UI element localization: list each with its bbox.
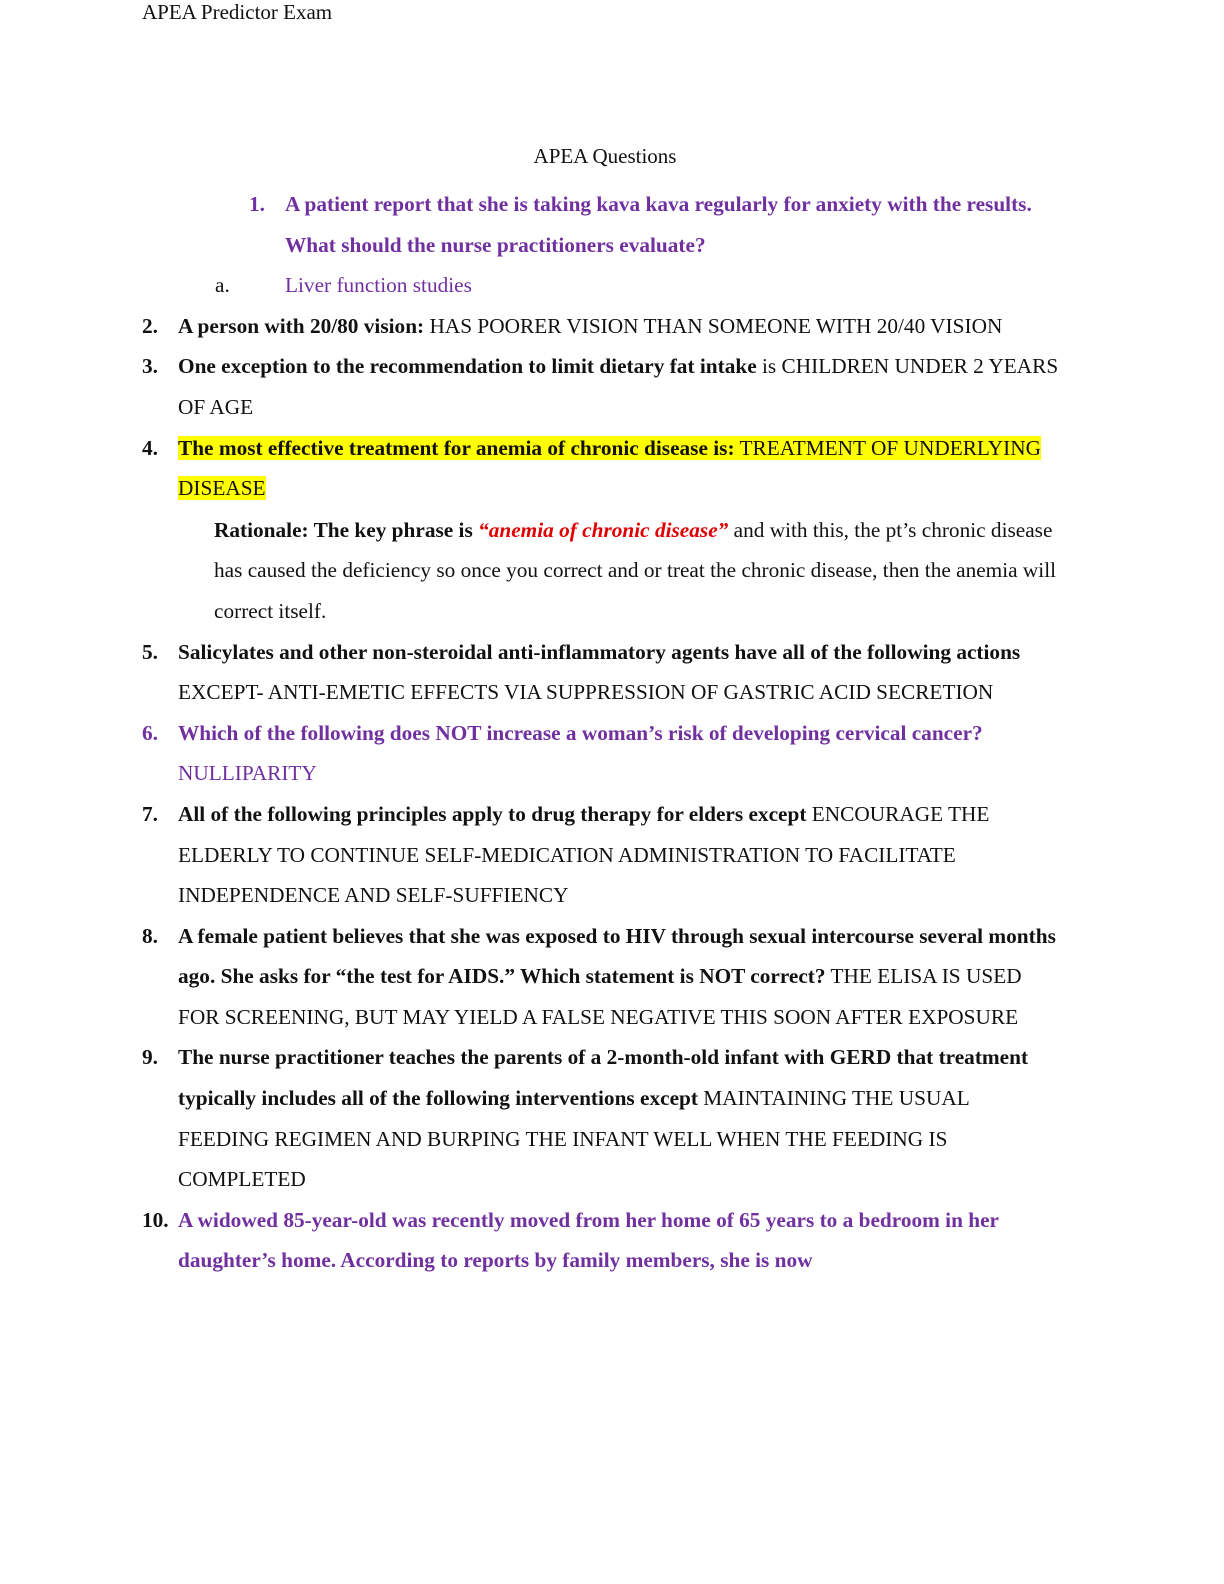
rationale — [142, 510, 1062, 632]
answer-text: MAINTAINING THE USUAL FEEDING REGIMEN AND BURPING THE INFANT WELL WHEN THE FEEDING IS COMPLETED — [178, 1086, 969, 1192]
rationale-label: Rationale: The key phrase is — [214, 517, 479, 542]
question-1-option-a — [142, 265, 1062, 306]
question-text: A person with 20/80 vision: — [178, 313, 425, 338]
answer-text: NULLIPARITY — [178, 761, 317, 786]
option-text: Liver function studies — [285, 273, 472, 298]
answer-text: HAS POORER VISION THAN SOMEONE WITH 20/40 VISION — [424, 313, 1003, 338]
question-5 — [142, 632, 1062, 713]
question-4 — [142, 428, 1062, 632]
question-number: 10. — [142, 1207, 169, 1232]
question-list — [142, 184, 1062, 1281]
answer-text: ENCOURAGE THE ELDERLY TO CONTINUE SELF-MEDICATION ADMINISTRATION TO FACILITATE INDEPENDENCE AND SELF-SUFFIENCY — [178, 801, 990, 908]
page-title: APEA Questions — [533, 144, 677, 168]
question-number: 7. — [142, 801, 158, 826]
question-text: One exception to the recommendation to limit dietary fat intake — [178, 354, 757, 379]
option-letter: a. — [215, 273, 230, 298]
question-number: 3. — [142, 354, 158, 379]
answer-text: TREATMENT OF UNDERLYING DISEASE — [178, 435, 1042, 501]
question-3 — [142, 346, 1062, 427]
question-number: 8. — [142, 923, 158, 948]
question-number: 4. — [142, 435, 158, 460]
answer-text: THE ELISA IS USED FOR SCREENING, BUT MAY YIELD A FALSE NEGATIVE THIS SOON AFTER EXPOSURE — [178, 964, 1022, 1029]
question-9 — [142, 1037, 1062, 1199]
question-8 — [142, 916, 1062, 1038]
question-1 — [142, 184, 1062, 265]
question-text: The most effective treatment for anemia of chronic disease is: — [178, 435, 735, 460]
answer-text: is CHILDREN UNDER 2 YEARS OF AGE — [178, 354, 1059, 419]
question-number: 2. — [142, 313, 158, 338]
highlighted-text — [178, 436, 1041, 501]
question-number: 5. — [142, 639, 158, 664]
question-text: A patient report that she is taking kava kava regularly for anxiety with the results. What should the nurse practitioners evaluate? — [285, 192, 1032, 257]
rationale-text: and with this, the pt’s chronic disease has caused the deficiency so once you correct and or treat the chronic disease, then the anemia will correct itself. — [214, 517, 1057, 623]
answer-text: EXCEPT- ANTI-EMETIC EFFECTS VIA SUPPRESSION OF GASTRIC ACID SECRETION — [178, 680, 994, 705]
question-text: All of the following principles apply to drug therapy for elders except — [178, 801, 807, 826]
question-number: 1. — [249, 192, 265, 216]
question-6 — [142, 713, 1062, 794]
question-text: A widowed 85-year-old was recently moved from her home of 65 years to a bedroom in her daughter’s home. According to reports by family members, she is now — [178, 1207, 999, 1273]
question-10 — [142, 1200, 1062, 1281]
page-header: APEA Predictor Exam — [142, 0, 333, 24]
question-text: A female patient believes that she was exposed to HIV through sexual intercourse several months ago. She asks for “the test for AIDS.” Which statement is NOT correct? — [178, 923, 1056, 989]
question-text: The nurse practitioner teaches the parents of a 2-month-old infant with GERD that treatment typically includes all of the following interventions except — [178, 1045, 1029, 1111]
question-text: Salicylates and other non-steroidal anti-inflammatory agents have all of the following actions — [178, 639, 1021, 664]
question-number: 6. — [142, 720, 158, 745]
question-number: 9. — [142, 1045, 158, 1070]
question-text: Which of the following does NOT increase a woman’s risk of developing cervical cancer? — [178, 720, 983, 745]
rationale-key-phrase: “anemia of chronic disease” — [478, 517, 729, 542]
question-2 — [142, 306, 1062, 347]
question-7 — [142, 794, 1062, 916]
